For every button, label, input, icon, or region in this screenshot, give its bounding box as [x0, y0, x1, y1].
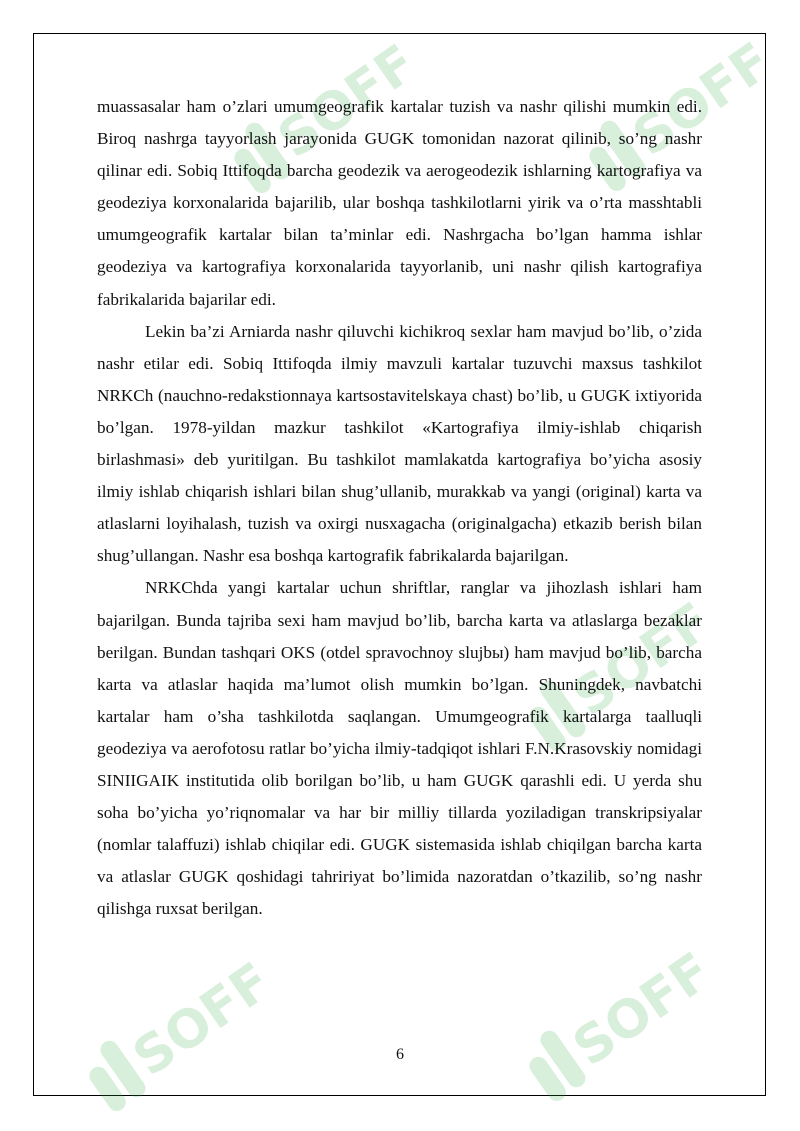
- watermark-text: SOFF: [562, 591, 723, 729]
- paragraph-nrkch-activities: NRKChda yangi kartalar uchun shriftlar, ranglar va jihozlash ishlari ham bajarilgan. Bunda tajriba sexi ham mavjud bo’lib, barcha karta va atlaslarga bezaklar berilgan. Bundan tashqari OKS (otdel spravochnoy slujbы) ham mavjud bo’lib, barcha karta va atlaslar haqida ma’lumot olish mumkin bo’lgan. Shuningdek, navbatchi kartalar ham o’sha tashkilotda saqlangan. Umumgeografik kartalarga taalluqli geodeziya va aerofotosu ratlar bo’yicha ilmiy-tadqiqot ishlari F.N.Krasovskiy nomidagi SINIIGAIK institutida olib borilgan bo’lib, u ham GUGK qarashli edi. U yerda shu soha bo’yicha yo’riqnomalar va har bir milliy tillarda yoziladigan transkripsiyalar (nomlar talaffuzi) ishlab chiqilar edi. GUGK sistemasida ishlab chiqilgan barcha karta va atlaslar GUGK qoshidagi tahririyat bo’limida nazoratdan o’tkazilib, so’ng nashr qilishga ruxsat berilgan.: [97, 578, 702, 919]
- paragraph-nrkch-organization: Lekin ba’zi Arniarda nashr qiluvchi kichikroq sexlar ham mavjud bo’lib, o’zida nashr etilar edi. Sobiq Ittifoqda ilmiy mavzuli kartalar tuzuvchi maxsus tashkilot NRKCh (nauchno-redakstionnaya kartsostavitelskaya chast) bo’lib, u GUGK ixtiyorida bo’lgan. 1978-yildan mazkur tashkilot «Kartografiya ilmiy-ishlab chiqarish birlashmasi» deb yuritilgan. Bu tashkilot mamlakatda kartografiya bo’yicha asosiy ilmiy ishlab chiqarish ishlari bilan shug’ullanib, murakkab va yangi (original) karta va atlaslarni loyihalash, tuzish va oxirgi nusxagacha (originalgacha) etkazib berish bilan shug’ullangan. Nashr esa boshqa kartografik fabrikalarda bajarilgan.: [97, 321, 702, 566]
- watermark-text: SOFF: [622, 31, 783, 169]
- page-number: 6: [396, 1046, 404, 1063]
- watermark-text: SOFF: [267, 33, 428, 171]
- watermark-text: SOFF: [562, 941, 723, 1079]
- paragraph-continuation: muassasalar ham o’zlari umumgeografik kartalar tuzish va nashr qilishi mumkin edi. Biroq nashrga tayyorlash jarayonida GUGK tomonidan nazorat qilinib, so’ng nashr qilinar edi. Sobiq Ittifoqda barcha geodezik va aerogeodezik ishlarning kartografiya va geodeziya korxonalarida bajarilib, ular boshqa tashkilotlarni yirik va o’rta masshtabli umumgeografik kartalar bilan ta’minlar edi. Nashrgacha bo’lgan hamma ishlar geodeziya va kartografiya korxonalarida tayyorlanib, uni nashr qilish kartografiya fabrikalarida bajarilar edi.: [97, 97, 702, 309]
- document-body: [97, 91, 702, 925]
- watermark-text: SOFF: [122, 951, 283, 1089]
